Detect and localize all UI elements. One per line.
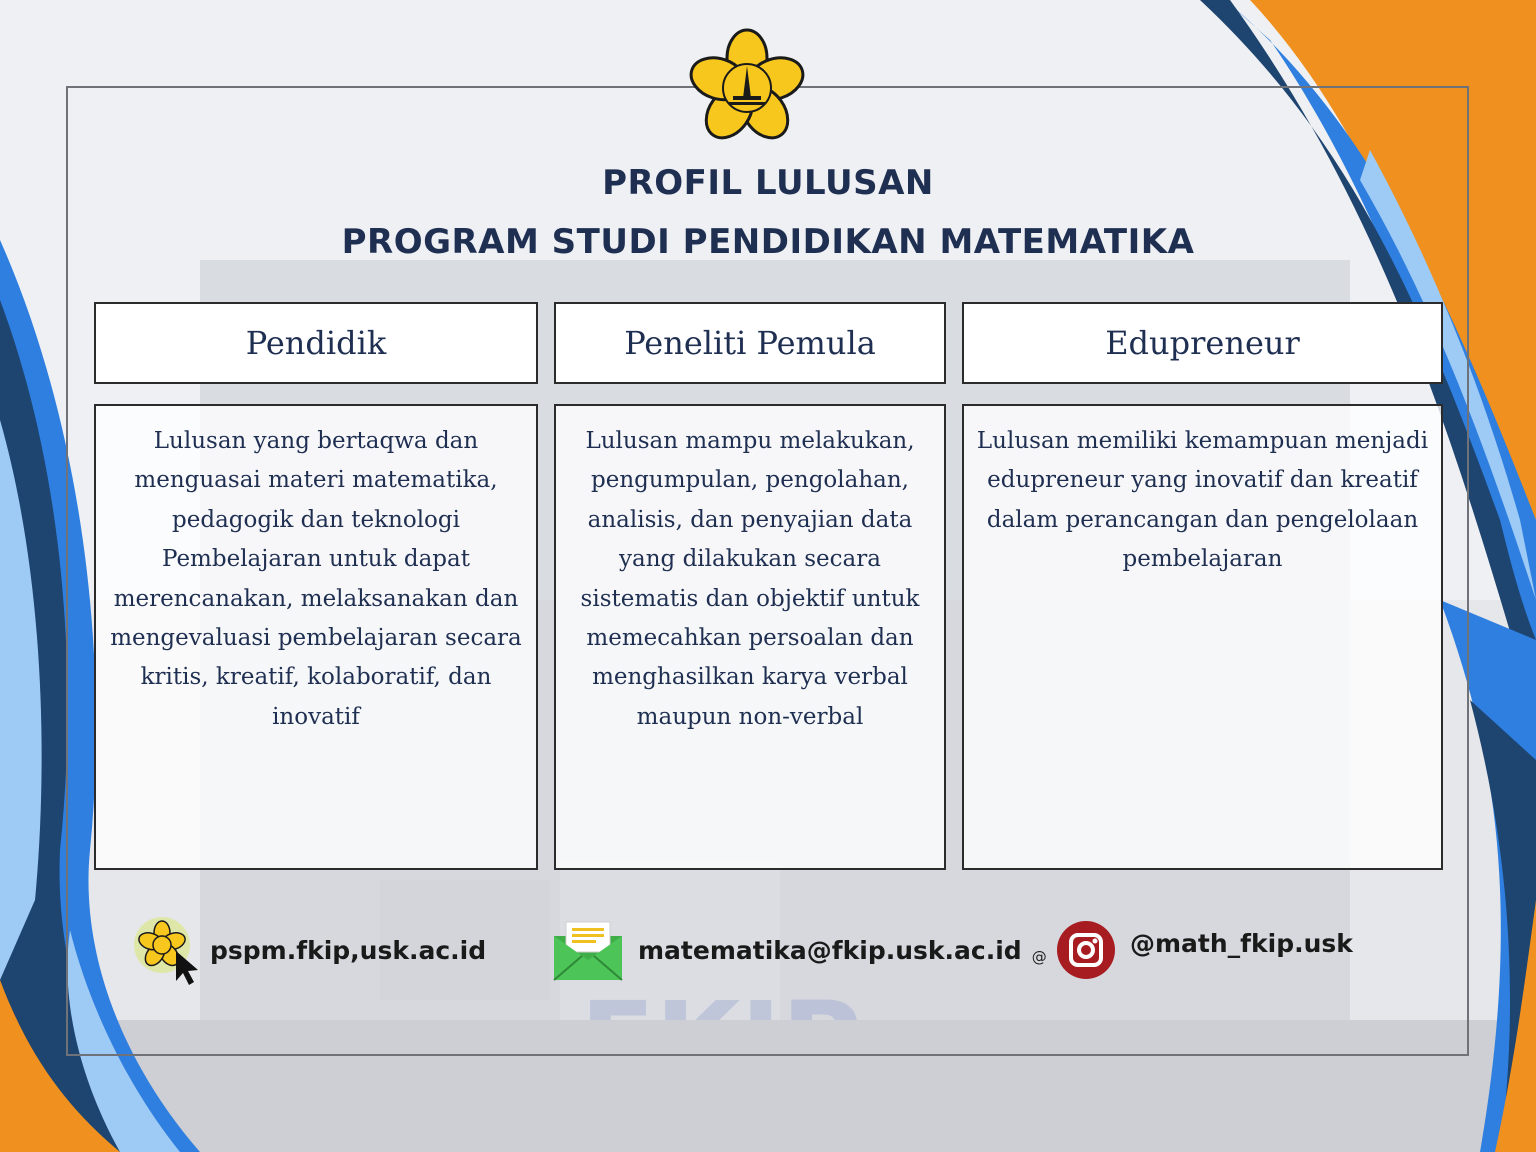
profile-header-pendidik: Pendidik xyxy=(94,302,538,384)
usk-flower-logo-icon xyxy=(688,26,806,144)
profile-description-pendidik: Lulusan yang bertaqwa dan menguasai materi matematika, pedagogik dan teknologi Pembelajaran untuk dapat merencanakan, melaksanakan dan mengevaluasi pembelajaran secara kritis, kreatif, kolaboratif, dan inovatif xyxy=(94,404,538,870)
website-text[interactable]: pspm.fkip,usk.ac.id xyxy=(210,935,487,965)
email-at-symbol: @ xyxy=(1031,948,1047,966)
profile-header-peneliti-pemula: Peneliti Pemula xyxy=(554,302,946,384)
instagram-text[interactable]: @math_fkip.usk xyxy=(1130,928,1353,958)
instagram-icon xyxy=(1056,920,1116,980)
profile-header-edupreneur: Edupreneur xyxy=(962,302,1443,384)
email-envelope-icon xyxy=(552,918,626,982)
profile-description-peneliti-pemula: Lulusan mampu melakukan, pengumpulan, pengolahan, analisis, dan penyajian data yang dilakukan secara sistematis dan objektif untuk memecahkan persoalan dan menghasilkan karya verbal maupun non-verbal xyxy=(554,404,946,870)
website-cursor-icon xyxy=(132,915,206,985)
email-text[interactable]: matematika@fkip.usk.ac.id xyxy=(638,935,1022,965)
email-contact[interactable] xyxy=(552,920,1047,980)
page-subtitle: PROGRAM STUDI PENDIDIKAN MATEMATIKA xyxy=(341,222,1195,262)
instagram-contact[interactable] xyxy=(1056,920,1353,980)
profile-description-edupreneur: Lulusan memiliki kemampuan menjadi edupreneur yang inovatif dan kreatif dalam perancangan dan pengelolaan pembelajaran xyxy=(962,404,1443,870)
website-contact[interactable] xyxy=(132,920,486,980)
page-title: PROFIL LULUSAN xyxy=(602,163,934,203)
